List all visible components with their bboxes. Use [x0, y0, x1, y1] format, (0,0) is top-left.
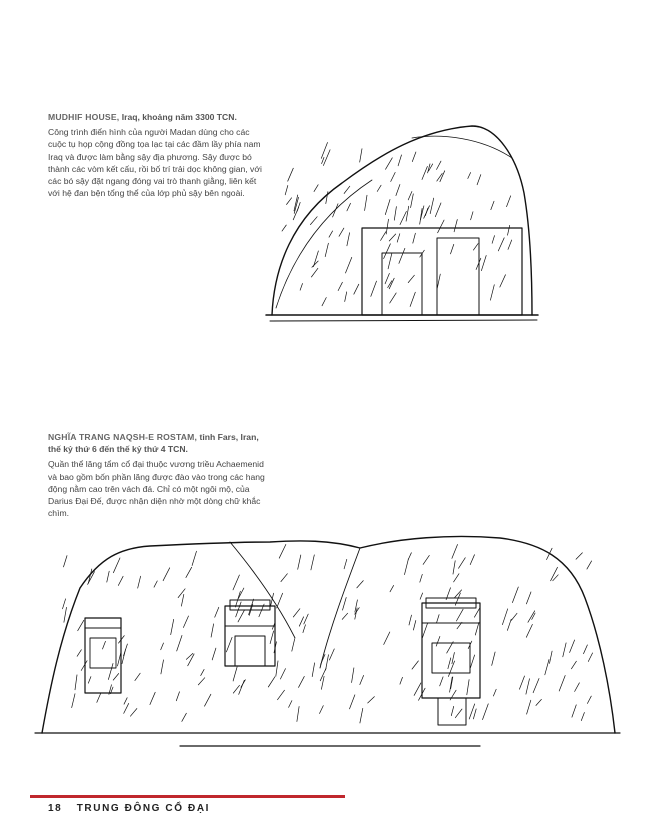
- section-title: TRUNG ĐÔNG CỔ ĐẠI: [76, 803, 211, 814]
- caption-title-rest: Iraq, khoảng năm 3300 TCN.: [119, 112, 237, 122]
- page-footer: [48, 803, 210, 814]
- caption-title-rest: tỉnh Fars, Iran, thế kỷ thứ 6 đến thế kỷ thứ 4 TCN.: [48, 432, 259, 455]
- caption-mudhif-house: [48, 111, 270, 199]
- caption-title: NGHĨA TRANG NAQSH-E ROSTAM,: [48, 432, 198, 442]
- naqsh-e-rostam-sketch: [30, 518, 625, 763]
- caption-body: Quần thể lăng tẩm cổ đại thuộc vương triều Achaemenid và bao gồm bốn phần lăng được đào vào trong các hang động nằm cao trên vách đá. Chỉ có một ngôi mộ, của Darius Đại Đế, được nhận diện nhờ một dòng chữ khắc chìm.: [48, 459, 265, 519]
- mudhif-house-sketch: [262, 118, 542, 348]
- footer-rule: [30, 795, 345, 798]
- page-number: 18: [48, 803, 63, 814]
- caption-body: Công trình điển hình của người Madan dùng cho các cuộc tụ họp cộng đồng tọa lạc tại các đầm lầy phía nam Iraq và được làm bằng sậy địa phương. Sậy được bó thành các vòm kết cấu, rồi bố trí trải dọc không gian, với các bó sậy đặt ngang đóng vai trò thanh giằng, liên kết với hệ đan bện tổng thể của lớp phủ sậy bên ngoài.: [48, 127, 262, 199]
- caption-title: MUDHIF HOUSE,: [48, 112, 120, 122]
- caption-naqsh-e-rostam: [48, 431, 270, 519]
